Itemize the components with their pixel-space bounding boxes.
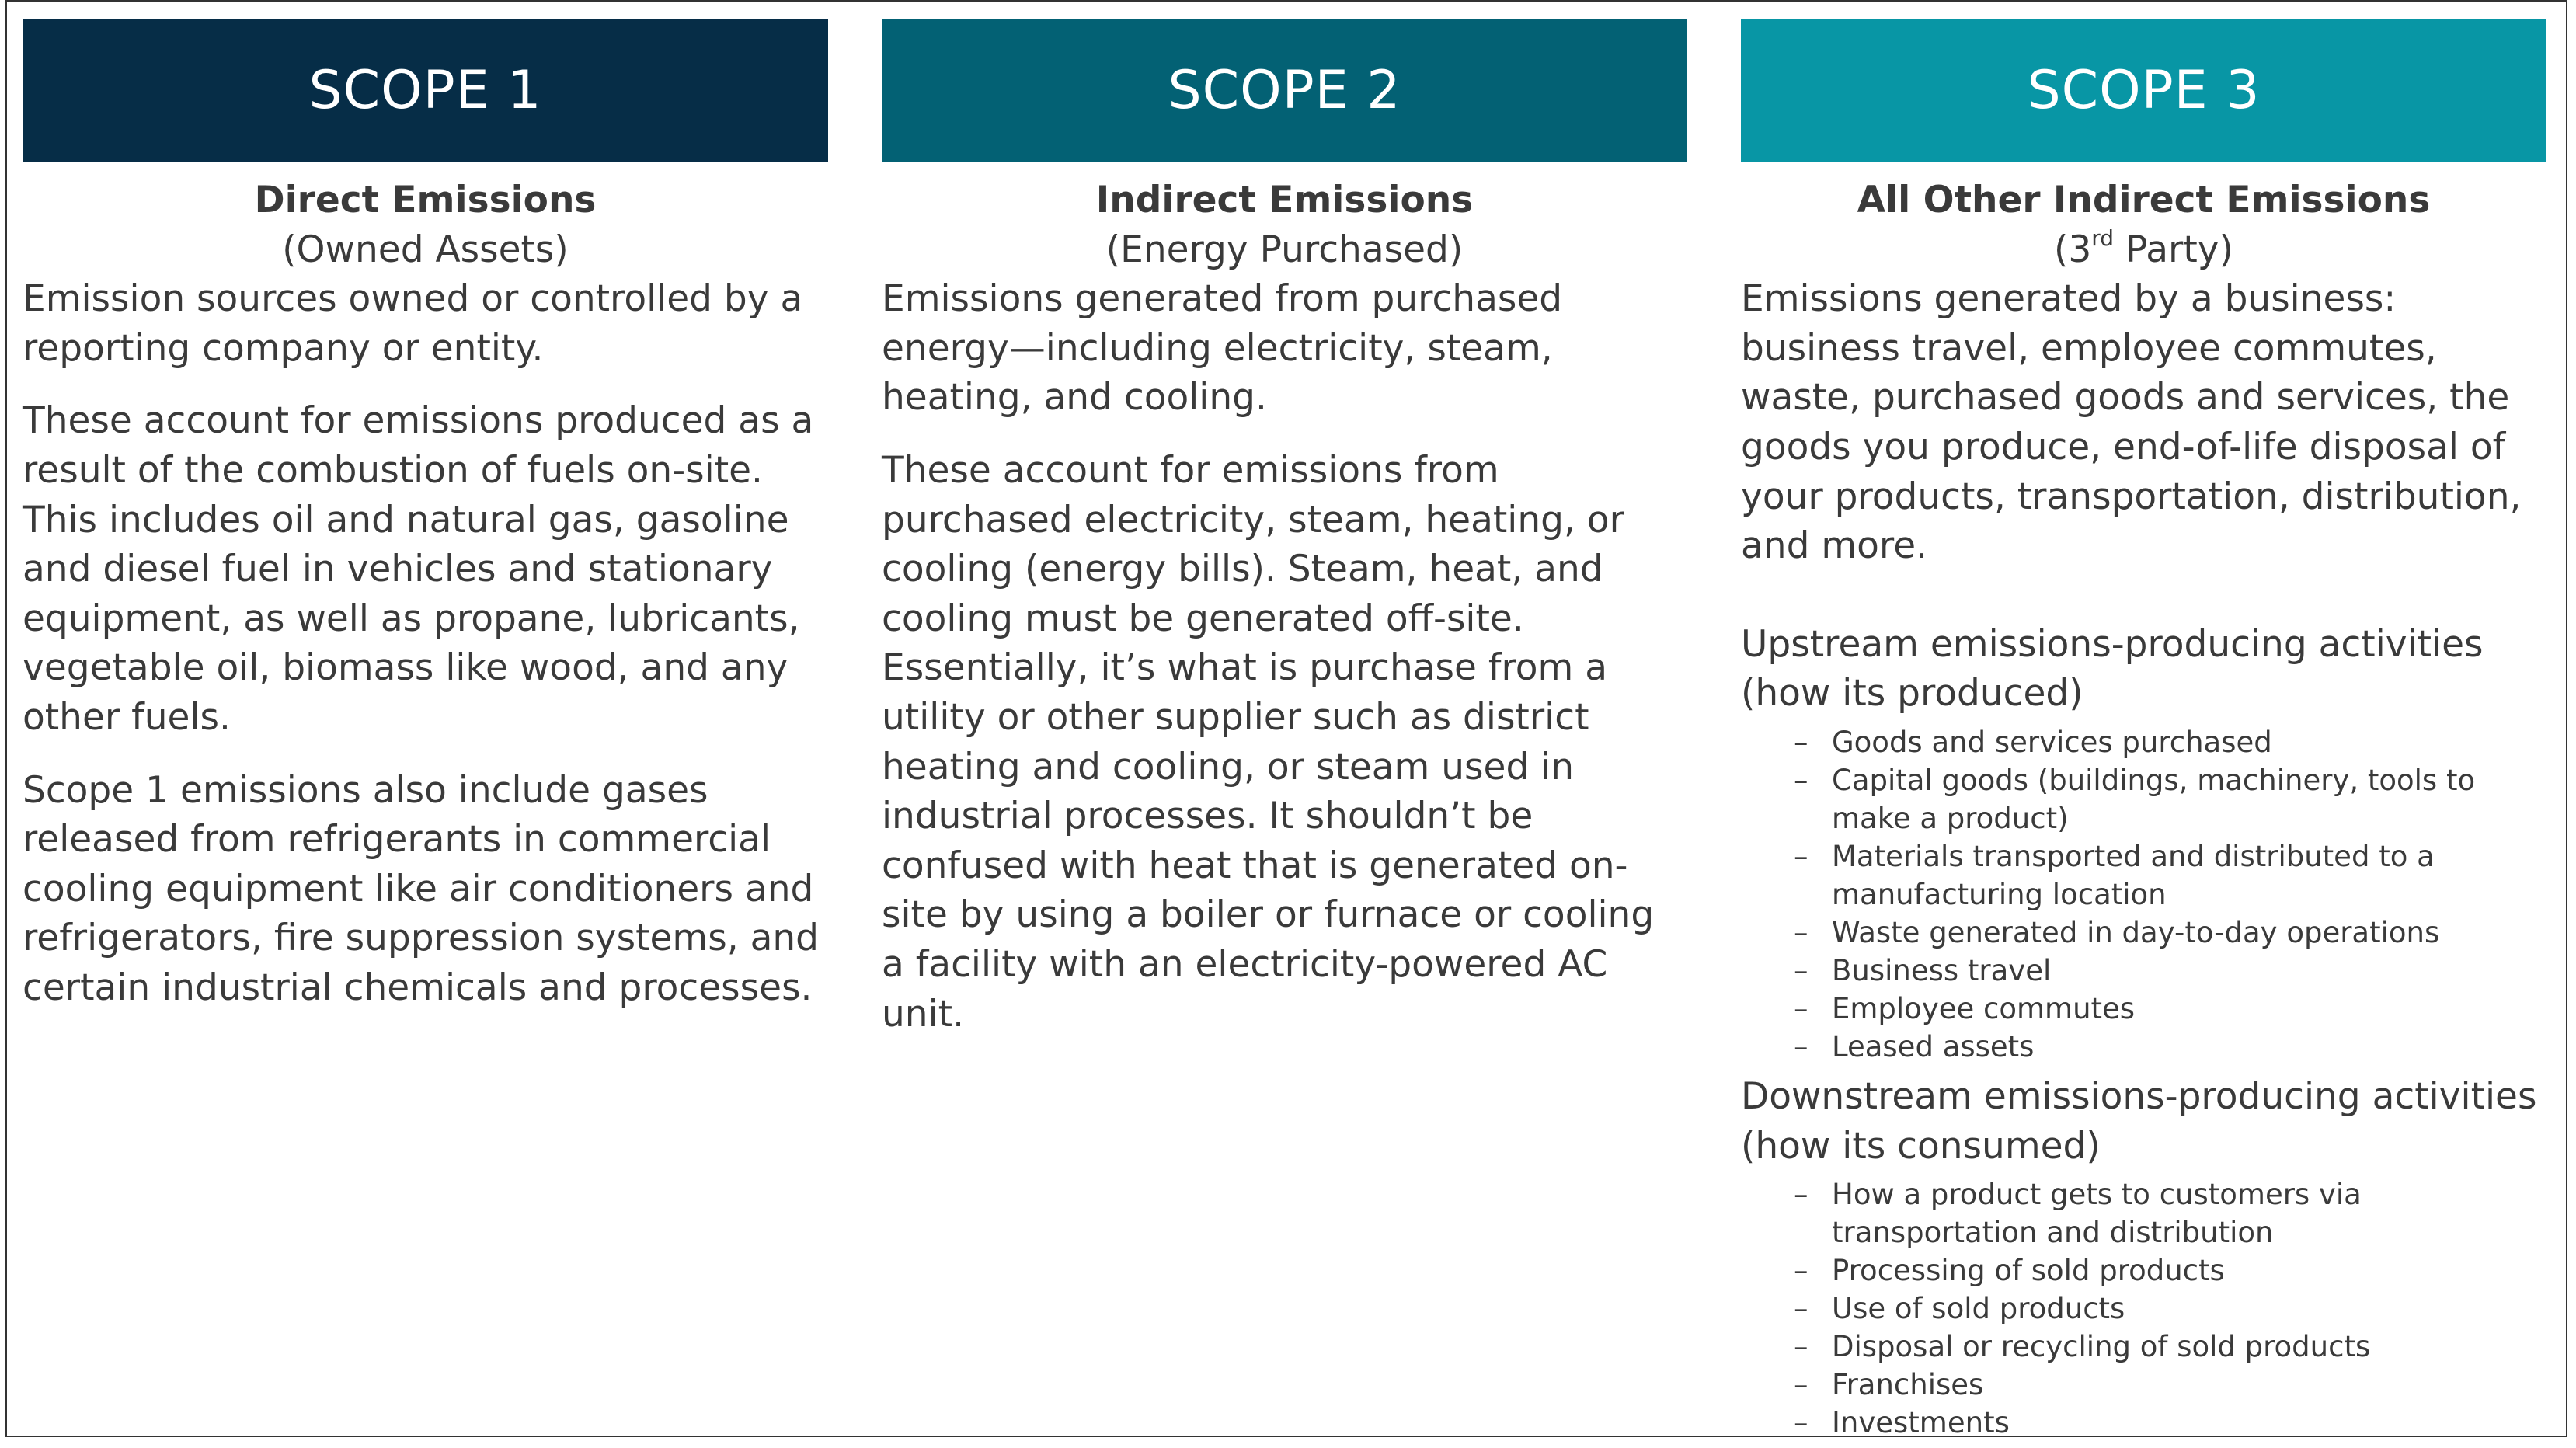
scope-2-subtitle: (Energy Purchased) [1105,228,1464,271]
scope-3-subtitle [1741,225,2546,275]
dash-bullet-icon: – [1794,1406,1808,1440]
scope-2-header-label: SCOPE 2 [1168,59,1401,121]
list-item-text: Materials transported and distributed to a manufacturing location [1832,839,2435,911]
dash-bullet-icon: – [1794,1254,1808,1288]
dash-bullet-icon: – [1794,953,1808,987]
dash-bullet-icon: – [1794,839,1808,873]
list-item-text: Waste generated in day-to-day operations [1832,915,2440,949]
scope-2-header [882,19,1687,162]
list-item [1741,1028,2546,1066]
list-item [1741,914,2546,952]
scope-1-paragraph: These account for emissions produced as a result of the combustion of fuels on-site. This includes oil and natural gas, gasoline and diesel fuel in vehicles and stationary equipment, as well as propane, lubricants, vegetable oil, biomass like wood, and any other fuels. [23,399,814,739]
list-item-text: Business travel [1832,953,2052,987]
list-item [1741,1251,2546,1290]
dash-bullet-icon: – [1794,991,1808,1025]
list-item [1741,1404,2546,1442]
scope-3-title: All Other Indirect Emissions [1857,179,2431,221]
list-item [1741,1175,2546,1251]
scope-3-paragraph: Emissions generated by a business: business travel, employee commutes, waste, purchased goods and services, the goods you produce, end-of-life disposal of your products, transportation, distribution, and more. [1741,277,2522,568]
list-item-text: How a product gets to customers via transportation and distribution [1832,1178,2362,1250]
list-item [1741,761,2546,837]
scope-1-header [23,19,828,162]
list-item [1741,952,2546,990]
list-item-text: Employee commutes [1832,991,2136,1025]
scope-1-subtitle: (Owned Assets) [282,228,569,271]
scope-2-title: Indirect Emissions [1095,179,1474,221]
upstream-list [1741,723,2546,1066]
list-item [1741,990,2546,1028]
dash-bullet-icon: – [1794,1029,1808,1063]
list-item-text: Investments [1832,1406,2010,1440]
scope-1-title: Direct Emissions [254,179,597,221]
list-item [1741,723,2546,761]
scope-3-subtitle-suffix: Party) [2114,228,2233,271]
scope-2-paragraph: These account for emissions from purchased electricity, steam, heating, or cooling (energy bills). Steam, heat, and cooling must be generated off-site. Essentially, it’s what is purchase from a utility or other supplier such as district heating and cooling, or steam used in industrial processes. It shouldn’t be confused with heat that is generated on-site by using a boiler or furnace or cooling a facility with an electricity-powered AC unit. [882,448,1655,1036]
list-item-text: Goods and services purchased [1832,725,2272,759]
dash-bullet-icon: – [1794,763,1808,797]
scope-2-paragraph: Emissions generated from purchased energy—including electricity, steam, heating, and cooling. [882,277,1563,419]
downstream-list [1741,1175,2546,1442]
dash-bullet-icon: – [1794,725,1808,759]
upstream-heading: Upstream emissions-producing activities (how its produced) [1741,622,2484,715]
scope-1-paragraph: Emission sources owned or controlled by a reporting company or entity. [23,277,803,370]
downstream-heading: Downstream emissions-producing activities (how its consumed) [1741,1074,2537,1168]
scope-3-column [1741,19,2546,1442]
list-item [1741,1366,2546,1404]
list-item-text: Franchises [1832,1368,1984,1402]
dash-bullet-icon: – [1794,1330,1808,1364]
list-item-text: Processing of sold products [1832,1254,2225,1288]
dash-bullet-icon: – [1794,1178,1808,1212]
list-item-text: Capital goods (buildings, machinery, tools to make a product) [1832,763,2476,835]
scope-2-column [882,19,1687,1062]
list-item-text: Disposal or recycling of sold products [1832,1330,2371,1364]
scope-3-header-label: SCOPE 3 [2027,59,2261,121]
dash-bullet-icon: – [1794,915,1808,949]
list-item [1741,837,2546,914]
list-item-text: Use of sold products [1832,1292,2125,1326]
scope-1-header-label: SCOPE 1 [308,59,542,121]
list-item-text: Leased assets [1832,1029,2035,1063]
scope-1-column [23,19,828,1036]
scope-3-subtitle-superscript: rd [2091,225,2115,251]
dash-bullet-icon: – [1794,1368,1808,1402]
list-item [1741,1328,2546,1366]
list-item [1741,1290,2546,1328]
dash-bullet-icon: – [1794,1292,1808,1326]
scope-3-subtitle-prefix: (3 [2054,228,2092,271]
scope-1-paragraph: Scope 1 emissions also include gases released from refrigerants in commercial cooling equipment like air conditioners and refrigerators, fire suppression systems, and certain industrial chemicals and processes. [23,768,820,1009]
scope-3-header [1741,19,2546,162]
